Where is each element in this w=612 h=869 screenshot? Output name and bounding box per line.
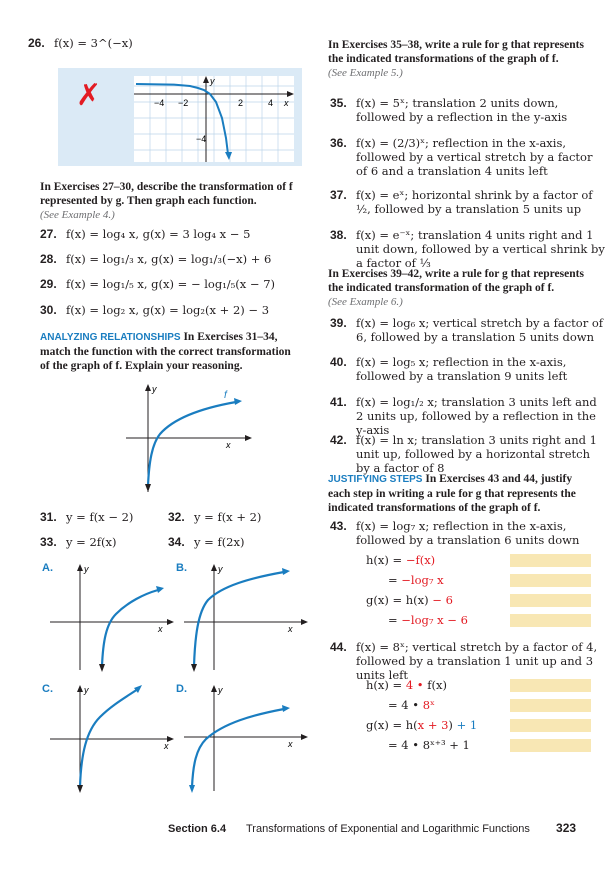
justifying-steps-tag: JUSTIFYING STEPS: [328, 474, 423, 485]
choice-b-graph: [180, 562, 310, 672]
choice-d-label: D.: [176, 683, 187, 695]
ex43-step-1: h(x) = −f(x): [366, 553, 436, 567]
ex43-answer-box-3[interactable]: [510, 594, 591, 607]
ex44-step-2: = 4 • 8ˣ: [388, 698, 435, 712]
tick-neg2: −2: [178, 98, 189, 108]
ex43-step-4: = −log₇ x − 6: [388, 613, 468, 627]
choice-b-label: B.: [176, 562, 187, 574]
ex43-answer-box-1[interactable]: [510, 554, 591, 567]
tick-neg4: −4: [154, 98, 165, 108]
section-43-44-heading: JUSTIFYING STEPS In Exercises 43 and 44, justify each step in writing a rule for g that represents the indicated transformations of the graph of f.: [328, 473, 576, 514]
tick-4: 4: [268, 98, 274, 108]
x-axis-label: x: [284, 98, 289, 108]
footer-title: Transformations of Exponential and Logarithmic Functions: [246, 823, 530, 835]
ex44-answer-box-1[interactable]: [510, 679, 591, 692]
see-example-6: (See Example 6.): [328, 296, 403, 308]
see-example-4: (See Example 4.): [40, 209, 115, 221]
ex43-step-2: = −log₇ x: [388, 573, 444, 587]
svg-text:x: x: [164, 741, 169, 751]
analyzing-relationships-tag: ANALYZING RELATIONSHIPS: [40, 332, 181, 343]
choice-d-graph: [180, 683, 310, 793]
section-35-38-heading: In Exercises 35–38, write a rule for g that represents the indicated transformations of the graph of f. (See Example 5.): [328, 38, 590, 80]
y-axis-label: y: [210, 76, 215, 86]
see-example-5: (See Example 5.): [328, 67, 403, 79]
choice-c-graph: [46, 683, 176, 793]
ex43-answer-box-4[interactable]: [510, 614, 591, 627]
ex44-step-1: h(x) = 4 • f(x): [366, 678, 447, 692]
ex44-step-3: g(x) = h(x + 3) + 1: [366, 718, 478, 732]
ex44-answer-box-3[interactable]: [510, 719, 591, 732]
exercise-26-equation: f(x) = 3^(−x): [54, 36, 133, 50]
f-label: f: [224, 390, 227, 401]
error-graph: [134, 76, 294, 162]
section-27-30-heading: In Exercises 27–30, describe the transformation of f represented by g. Then graph each function. (See Example 4.): [40, 180, 298, 222]
page-footer: [168, 821, 576, 835]
svg-text:x: x: [288, 624, 293, 634]
ex44-step-4: = 4 • 8ˣ⁺³ + 1: [388, 738, 470, 752]
svg-text:x: x: [226, 440, 231, 450]
ex44-answer-box-2[interactable]: [510, 699, 591, 712]
tick-2: 2: [238, 98, 244, 108]
svg-text:y: y: [218, 685, 223, 695]
section-39-42-heading: In Exercises 39–42, write a rule for g that represents the indicated transformation of the graph of f. (See Example 6.): [328, 267, 590, 309]
svg-text:y: y: [84, 564, 89, 574]
error-x-mark: ✗: [76, 78, 102, 113]
page-number: 323: [556, 821, 577, 835]
section-31-34-heading: ANALYZING RELATIONSHIPS In Exercises 31–34, match the function with the correct transformation of the graph of f. Explain your reasoning.: [40, 331, 291, 372]
svg-text:y: y: [152, 384, 157, 394]
ex43-step-3: g(x) = h(x) − 6: [366, 593, 453, 607]
error-analysis-panel: [58, 68, 302, 166]
footer-section: Section 6.4: [168, 823, 227, 835]
choice-c-label: C.: [42, 683, 53, 695]
choice-a-label: A.: [42, 562, 53, 574]
svg-text:x: x: [288, 739, 293, 749]
svg-text:y: y: [84, 685, 89, 695]
ex43-answer-box-2[interactable]: [510, 574, 591, 587]
parent-function-graph: [122, 382, 254, 494]
tick-y-neg4: −4: [196, 134, 207, 144]
ex44-answer-box-4[interactable]: [510, 739, 591, 752]
choice-a-graph: [46, 562, 176, 672]
svg-text:x: x: [158, 624, 163, 634]
svg-text:y: y: [218, 564, 223, 574]
